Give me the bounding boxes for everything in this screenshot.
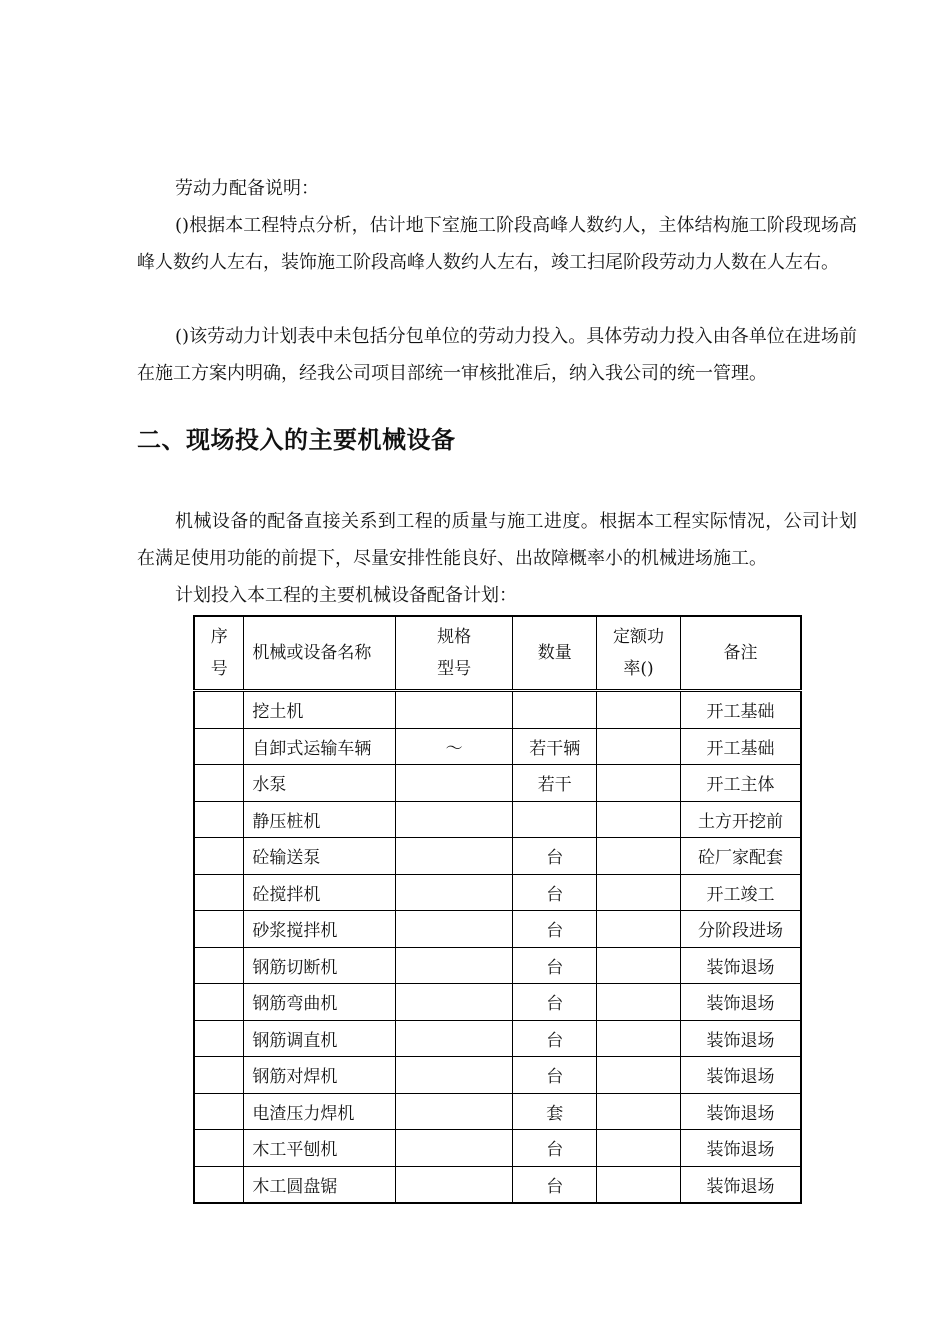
- cell-name: 水泵: [244, 765, 395, 802]
- cell-name: 钢筋切断机: [244, 947, 395, 984]
- cell-name: 钢筋弯曲机: [244, 984, 395, 1021]
- cell-spec: [395, 801, 513, 838]
- cell-qty: 若干辆: [513, 728, 597, 765]
- cell-seq: [194, 728, 244, 765]
- cell-note: 装饰退场: [680, 1093, 801, 1130]
- cell-power: [597, 1130, 681, 1167]
- cell-seq: [194, 1093, 244, 1130]
- header-qty: 数量: [513, 616, 597, 691]
- cell-name: 自卸式运输车辆: [244, 728, 395, 765]
- cell-power: [597, 984, 681, 1021]
- cell-spec: [395, 1130, 513, 1167]
- cell-seq: [194, 691, 244, 729]
- cell-spec: ～: [395, 728, 513, 765]
- cell-seq: [194, 801, 244, 838]
- table-row: [194, 691, 801, 729]
- table-row: [194, 801, 801, 838]
- header-seq: 序 号: [194, 616, 244, 691]
- cell-qty: 台: [513, 1130, 597, 1167]
- cell-note: 砼厂家配套: [680, 838, 801, 875]
- labor-heading: 劳动力配备说明：: [175, 178, 319, 199]
- cell-power: [597, 874, 681, 911]
- cell-spec: [395, 1093, 513, 1130]
- cell-note: 开工主体: [680, 765, 801, 802]
- cell-qty: 台: [513, 911, 597, 948]
- labor-paragraph-1: ()根据本工程特点分析，估计地下室施工阶段高峰人数约人，主体结构施工阶段现场高峰人数约人左右，装饰施工阶段高峰人数约人左右，竣工扫尾阶段劳动力人数在人左右。: [137, 215, 857, 273]
- cell-note: 开工基础: [680, 728, 801, 765]
- cell-spec: [395, 1020, 513, 1057]
- cell-note: 装饰退场: [680, 1130, 801, 1167]
- cell-power: [597, 1166, 681, 1203]
- cell-name: 砂浆搅拌机: [244, 911, 395, 948]
- cell-spec: [395, 1166, 513, 1203]
- cell-spec: [395, 838, 513, 875]
- table-row: [194, 838, 801, 875]
- cell-seq: [194, 1020, 244, 1057]
- cell-note: 装饰退场: [680, 1020, 801, 1057]
- cell-spec: [395, 947, 513, 984]
- table-row: [194, 1166, 801, 1203]
- cell-seq: [194, 947, 244, 984]
- plan-label: 计划投入本工程的主要机械设备配备计划：: [175, 585, 517, 606]
- section-title: 二、现场投入的主要机械设备: [137, 426, 456, 454]
- cell-qty: 台: [513, 1166, 597, 1203]
- cell-power: [597, 801, 681, 838]
- cell-qty: [513, 691, 597, 729]
- cell-seq: [194, 874, 244, 911]
- cell-seq: [194, 1130, 244, 1167]
- header-note: 备注: [680, 616, 801, 691]
- cell-power: [597, 691, 681, 729]
- cell-spec: [395, 1057, 513, 1094]
- cell-spec: [395, 691, 513, 729]
- cell-qty: 台: [513, 874, 597, 911]
- cell-qty: 台: [513, 947, 597, 984]
- cell-note: 装饰退场: [680, 1057, 801, 1094]
- cell-power: [597, 1093, 681, 1130]
- table-row: [194, 728, 801, 765]
- labor-paragraph-2: ()该劳动力计划表中未包括分包单位的劳动力投入。具体劳动力投入由各单位在进场前在施工方案内明确，经我公司项目部统一审核批准后，纳入我公司的统一管理。: [137, 326, 857, 384]
- table-row: [194, 911, 801, 948]
- header-name: 机械或设备名称: [244, 616, 395, 691]
- header-power: 定额功 率(): [597, 616, 681, 691]
- cell-seq: [194, 1057, 244, 1094]
- cell-name: 电渣压力焊机: [244, 1093, 395, 1130]
- cell-power: [597, 1020, 681, 1057]
- cell-note: 土方开挖前: [680, 801, 801, 838]
- cell-power: [597, 911, 681, 948]
- cell-name: 砼输送泵: [244, 838, 395, 875]
- cell-seq: [194, 765, 244, 802]
- cell-seq: [194, 838, 244, 875]
- cell-qty: 台: [513, 838, 597, 875]
- cell-qty: 套: [513, 1093, 597, 1130]
- table-row: [194, 1057, 801, 1094]
- cell-spec: [395, 984, 513, 1021]
- table-row: [194, 1020, 801, 1057]
- table-row: [194, 1093, 801, 1130]
- header-spec: 规格 型号: [395, 616, 513, 691]
- cell-qty: [513, 801, 597, 838]
- cell-note: 分阶段进场: [680, 911, 801, 948]
- table-row: [194, 984, 801, 1021]
- cell-name: 砼搅拌机: [244, 874, 395, 911]
- section-intro: 机械设备的配备直接关系到工程的质量与施工进度。根据本工程实际情况，公司计划在满足使用功能的前提下，尽量安排性能良好、出故障概率小的机械进场施工。: [137, 511, 857, 569]
- table-row: [194, 874, 801, 911]
- table-row: [194, 1130, 801, 1167]
- cell-power: [597, 765, 681, 802]
- table-row: [194, 765, 801, 802]
- cell-qty: 若干: [513, 765, 597, 802]
- cell-power: [597, 947, 681, 984]
- cell-seq: [194, 1166, 244, 1203]
- cell-name: 钢筋对焊机: [244, 1057, 395, 1094]
- cell-seq: [194, 984, 244, 1021]
- cell-name: 静压桩机: [244, 801, 395, 838]
- cell-note: 开工基础: [680, 691, 801, 729]
- cell-name: 挖土机: [244, 691, 395, 729]
- cell-qty: 台: [513, 1020, 597, 1057]
- cell-spec: [395, 765, 513, 802]
- cell-name: 钢筋调直机: [244, 1020, 395, 1057]
- cell-note: 开工竣工: [680, 874, 801, 911]
- table-row: [194, 947, 801, 984]
- table-header-row: [194, 616, 801, 691]
- cell-spec: [395, 874, 513, 911]
- cell-seq: [194, 911, 244, 948]
- cell-power: [597, 1057, 681, 1094]
- cell-name: 木工圆盘锯: [244, 1166, 395, 1203]
- cell-spec: [395, 911, 513, 948]
- cell-name: 木工平刨机: [244, 1130, 395, 1167]
- cell-qty: 台: [513, 1057, 597, 1094]
- cell-note: 装饰退场: [680, 947, 801, 984]
- equipment-table: [193, 615, 802, 1204]
- cell-power: [597, 728, 681, 765]
- cell-power: [597, 838, 681, 875]
- cell-note: 装饰退场: [680, 1166, 801, 1203]
- cell-note: 装饰退场: [680, 984, 801, 1021]
- cell-qty: 台: [513, 984, 597, 1021]
